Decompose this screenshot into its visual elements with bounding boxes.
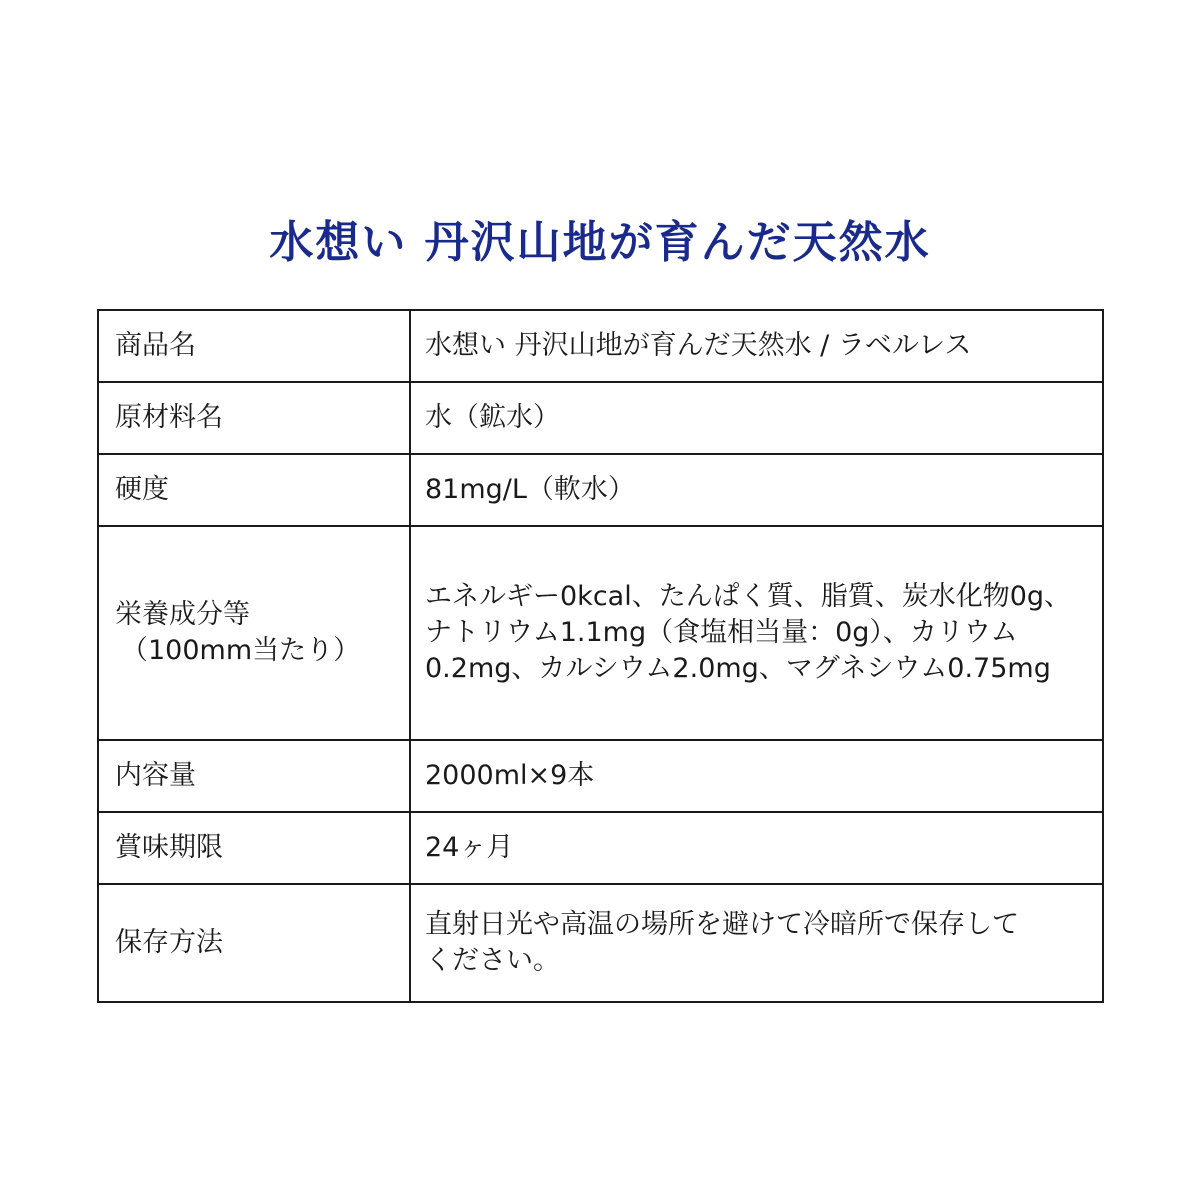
- row-label: 賞味期限: [98, 812, 410, 884]
- table-row-storage: [98, 884, 1103, 1002]
- table-row-contents: [98, 740, 1103, 812]
- row-label: [98, 526, 410, 740]
- row-value: 2000ml×9本: [410, 740, 1103, 812]
- row-value: エネルギー0kcal、たんぱく質、脂質、炭水化物0g、 ナトリウム1.1mg（食塩相当量：0g）、カリウム 0.2mg、カルシウム2.0mg、マグネシウム0.75mg: [410, 526, 1103, 740]
- row-value: 直射日光や高温の場所を避けて冷暗所で保存して ください。: [410, 884, 1103, 1002]
- row-label: 商品名: [98, 310, 410, 382]
- row-label: 内容量: [98, 740, 410, 812]
- table-row-product-name: [98, 310, 1103, 382]
- product-spec-table: [97, 309, 1104, 1003]
- table-row-best-before: [98, 812, 1103, 884]
- row-label: 原材料名: [98, 382, 410, 454]
- row-value: 水（鉱水）: [410, 382, 1103, 454]
- nutrition-label: 栄養成分等: [115, 599, 250, 630]
- nutrition-label-sub: （100mm当たり）: [121, 635, 361, 666]
- row-label: 保存方法: [98, 884, 410, 1002]
- table-row-ingredients: [98, 382, 1103, 454]
- table-row-nutrition: [98, 526, 1103, 740]
- row-value: 24ヶ月: [410, 812, 1103, 884]
- table-row-hardness: [98, 454, 1103, 526]
- row-label: 硬度: [98, 454, 410, 526]
- row-value: 水想い 丹沢山地が育んだ天然水 / ラベルレス: [410, 310, 1103, 382]
- row-value: 81mg/L（軟水）: [410, 454, 1103, 526]
- page-title: 水想い 丹沢山地が育んだ天然水: [269, 217, 931, 269]
